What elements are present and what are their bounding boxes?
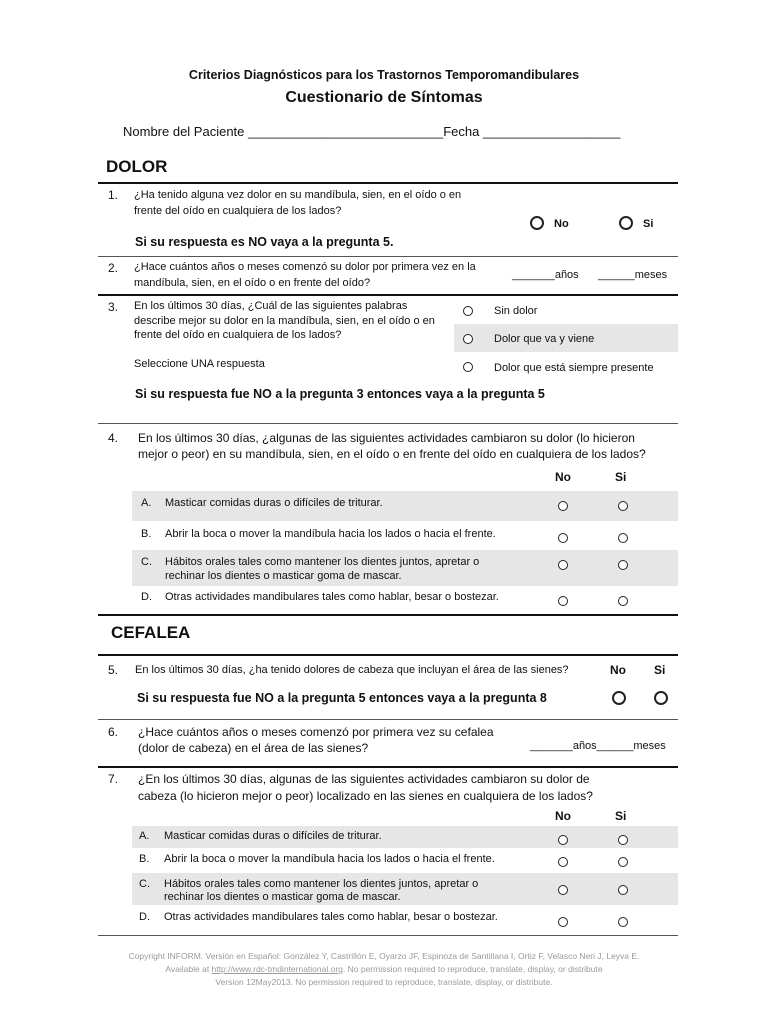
q4-item-c-text-line2: rechinar los dientes o masticar goma de mascar. <box>165 570 402 582</box>
q7-si-header: Si <box>615 809 627 823</box>
q7-text-line2: cabeza (lo hicieron mejor o peor) localizado en las sienes en cualquiera de los lados? <box>138 789 593 803</box>
q4-item-b-letter: B. <box>141 528 152 540</box>
q4-item-a-no-radio[interactable] <box>558 501 568 511</box>
q2-text-line1: ¿Hace cuántos años o meses comenzó su dolor por primera vez en la <box>134 261 476 273</box>
q7-item-d-text: Otras actividades mandibulares tales como hablar, besar o bostezar. <box>164 911 498 923</box>
q6-number: 6. <box>108 725 119 739</box>
q3-text-line2: describe mejor su dolor en la mandíbula, sien, en el oído o en <box>134 315 435 327</box>
q7-item-c-text-line1: Hábitos orales tales como mantener los dientes juntos, apretar o <box>164 878 479 890</box>
q4-item-b-text: Abrir la boca o mover la mandíbula hacia los lados o hacia el frente. <box>165 528 496 540</box>
q4-text-line2: mejor o peor) en su mandíbula, sien, en el oído o en frente del oído en cualquiera de los lados? <box>138 447 646 461</box>
divider <box>98 719 678 720</box>
q4-item-a-text: Masticar comidas duras o difíciles de triturar. <box>165 497 383 509</box>
q7-item-a-no-radio[interactable] <box>558 835 568 845</box>
q7-item-d-no-radio[interactable] <box>558 917 568 927</box>
q4-no-header: No <box>555 470 571 484</box>
q3-number: 3. <box>108 300 119 314</box>
q1-number: 1. <box>108 188 119 202</box>
q7-text-line1: ¿En los últimos 30 días, algunas de las siguientes actividades cambiaron su dolor de <box>138 772 590 786</box>
q7-item-c-text-line2: rechinar los dientes o masticar goma de mascar. <box>164 891 401 903</box>
q5-number: 5. <box>108 663 119 677</box>
footer-available-label: Available at <box>165 964 212 974</box>
form-subtitle: Criterios Diagnósticos para los Trastornos Temporomandibulares <box>188 68 580 82</box>
q4-item-b-si-radio[interactable] <box>618 533 628 543</box>
q6-answer-field[interactable]: _______años______meses <box>530 740 666 752</box>
q7-item-b-letter: B. <box>139 853 150 865</box>
q4-item-c-no-radio[interactable] <box>558 560 568 570</box>
q3-option-label: Dolor que va y viene <box>494 333 595 345</box>
footer-version: Version 12May2013. No permission required to reproduce, translate, display, or distribute. <box>215 977 553 987</box>
q7-item-c-no-radio[interactable] <box>558 885 568 895</box>
divider <box>98 256 678 257</box>
q6-text-line2: (dolor de cabeza) en el área de las sienes? <box>138 741 369 755</box>
divider <box>98 935 678 936</box>
q4-item-c-text-line1: Hábitos orales tales como mantener los dientes juntos, apretar o <box>165 556 480 568</box>
divider <box>98 423 678 424</box>
q4-item-d-no-radio[interactable] <box>558 596 568 606</box>
divider <box>98 182 678 184</box>
footer-availability <box>0 963 768 976</box>
q1-instruction: Si su respuesta es NO vaya a la pregunta 5. <box>135 235 394 249</box>
q7-item-a-text: Masticar comidas duras o difíciles de triturar. <box>164 830 382 842</box>
patient-name-date-line[interactable]: Nombre del Paciente ___________________________Fecha ___________________ <box>123 124 621 139</box>
q2-months-field[interactable]: ______meses <box>598 269 668 281</box>
q1-text-line1: ¿Ha tenido alguna vez dolor en su mandíbula, sien, en el oído o en <box>134 189 462 201</box>
q4-item-a-si-radio[interactable] <box>618 501 628 511</box>
q3-option-radio-siempre-presente[interactable] <box>463 362 473 372</box>
q7-item-b-text: Abrir la boca o mover la mandíbula hacia los lados o hacia el frente. <box>164 853 495 865</box>
divider <box>98 766 678 768</box>
section-dolor-heading: DOLOR <box>106 157 168 176</box>
q4-item-d-si-radio[interactable] <box>618 596 628 606</box>
q4-text-line1: En los últimos 30 días, ¿algunas de las siguientes actividades cambiaron su dolor (lo hicieron <box>138 431 635 445</box>
q3-option-radio-va-y-viene[interactable] <box>463 334 473 344</box>
q2-number: 2. <box>108 261 119 275</box>
q5-instruction: Si su respuesta fue NO a la pregunta 5 entonces vaya a la pregunta 8 <box>137 691 547 705</box>
q1-si-radio[interactable] <box>619 216 633 230</box>
q7-item-d-letter: D. <box>139 911 150 923</box>
divider <box>98 614 678 616</box>
divider <box>98 654 678 656</box>
q7-item-a-letter: A. <box>139 830 150 842</box>
q3-text-line1: En los últimos 30 días, ¿Cuál de las siguientes palabras <box>134 300 408 312</box>
q3-text-line3: frente del oído en cualquiera de los lados? <box>134 329 342 341</box>
q5-text: En los últimos 30 días, ¿ha tenido dolores de cabeza que incluyan el área de las sienes? <box>135 664 569 676</box>
section-cefalea-heading: CEFALEA <box>111 623 191 642</box>
q7-number: 7. <box>108 772 119 786</box>
q3-option-label: Sin dolor <box>494 305 538 317</box>
q4-item-a-letter: A. <box>141 497 152 509</box>
q4-item-d-letter: D. <box>141 591 152 603</box>
q7-item-d-si-radio[interactable] <box>618 917 628 927</box>
q5-si-header: Si <box>654 663 666 677</box>
q7-no-header: No <box>555 809 571 823</box>
q1-text-line2: frente del oído en cualquiera de los lados? <box>134 205 342 217</box>
q3-option-label: Dolor que está siempre presente <box>494 362 654 374</box>
q5-si-radio[interactable] <box>654 691 668 705</box>
q6-text-line1: ¿Hace cuántos años o meses comenzó por primera vez su cefalea <box>138 725 494 739</box>
q4-item-b-no-radio[interactable] <box>558 533 568 543</box>
q3-instruction: Si su respuesta fue NO a la pregunta 3 entonces vaya a la pregunta 5 <box>135 387 545 401</box>
q4-item-d-text: Otras actividades mandibulares tales como hablar, besar o bostezar. <box>165 591 499 603</box>
q7-item-a-si-radio[interactable] <box>618 835 628 845</box>
q2-years-field[interactable]: _______años <box>512 269 579 281</box>
footer-permission-note: . No permission required to reproduce, translate, display, or distribute <box>342 964 603 974</box>
q7-item-c-letter: C. <box>139 878 150 890</box>
form-title: Cuestionario de Síntomas <box>285 89 483 106</box>
q7-item-b-si-radio[interactable] <box>618 857 628 867</box>
q3-select-hint: Seleccione UNA respuesta <box>134 358 265 370</box>
q4-si-header: Si <box>615 470 627 484</box>
divider <box>98 294 678 296</box>
q5-no-radio[interactable] <box>612 691 626 705</box>
q1-no-label: No <box>554 218 569 230</box>
q1-si-label: Si <box>643 218 654 230</box>
q4-item-c-letter: C. <box>141 556 152 568</box>
footer-website-link[interactable]: http://www.rdc-tmdinternational.org <box>211 964 343 974</box>
q7-item-b-no-radio[interactable] <box>558 857 568 867</box>
q3-option-radio-sin-dolor[interactable] <box>463 306 473 316</box>
q1-no-radio[interactable] <box>530 216 544 230</box>
q2-text-line2: mandíbula, sien, en el oído o en frente del oído? <box>134 277 371 289</box>
q4-number: 4. <box>108 431 119 445</box>
q4-item-c-si-radio[interactable] <box>618 560 628 570</box>
q5-no-header: No <box>610 663 626 677</box>
q7-item-c-si-radio[interactable] <box>618 885 628 895</box>
footer-copyright: Copyright INFORM. Versión en Español: González Y, Castrillón E, Oyarzo JF, Espinoza de Santillana I, Ortiz F, Velasco Neri J, Leyva E. <box>128 951 640 961</box>
